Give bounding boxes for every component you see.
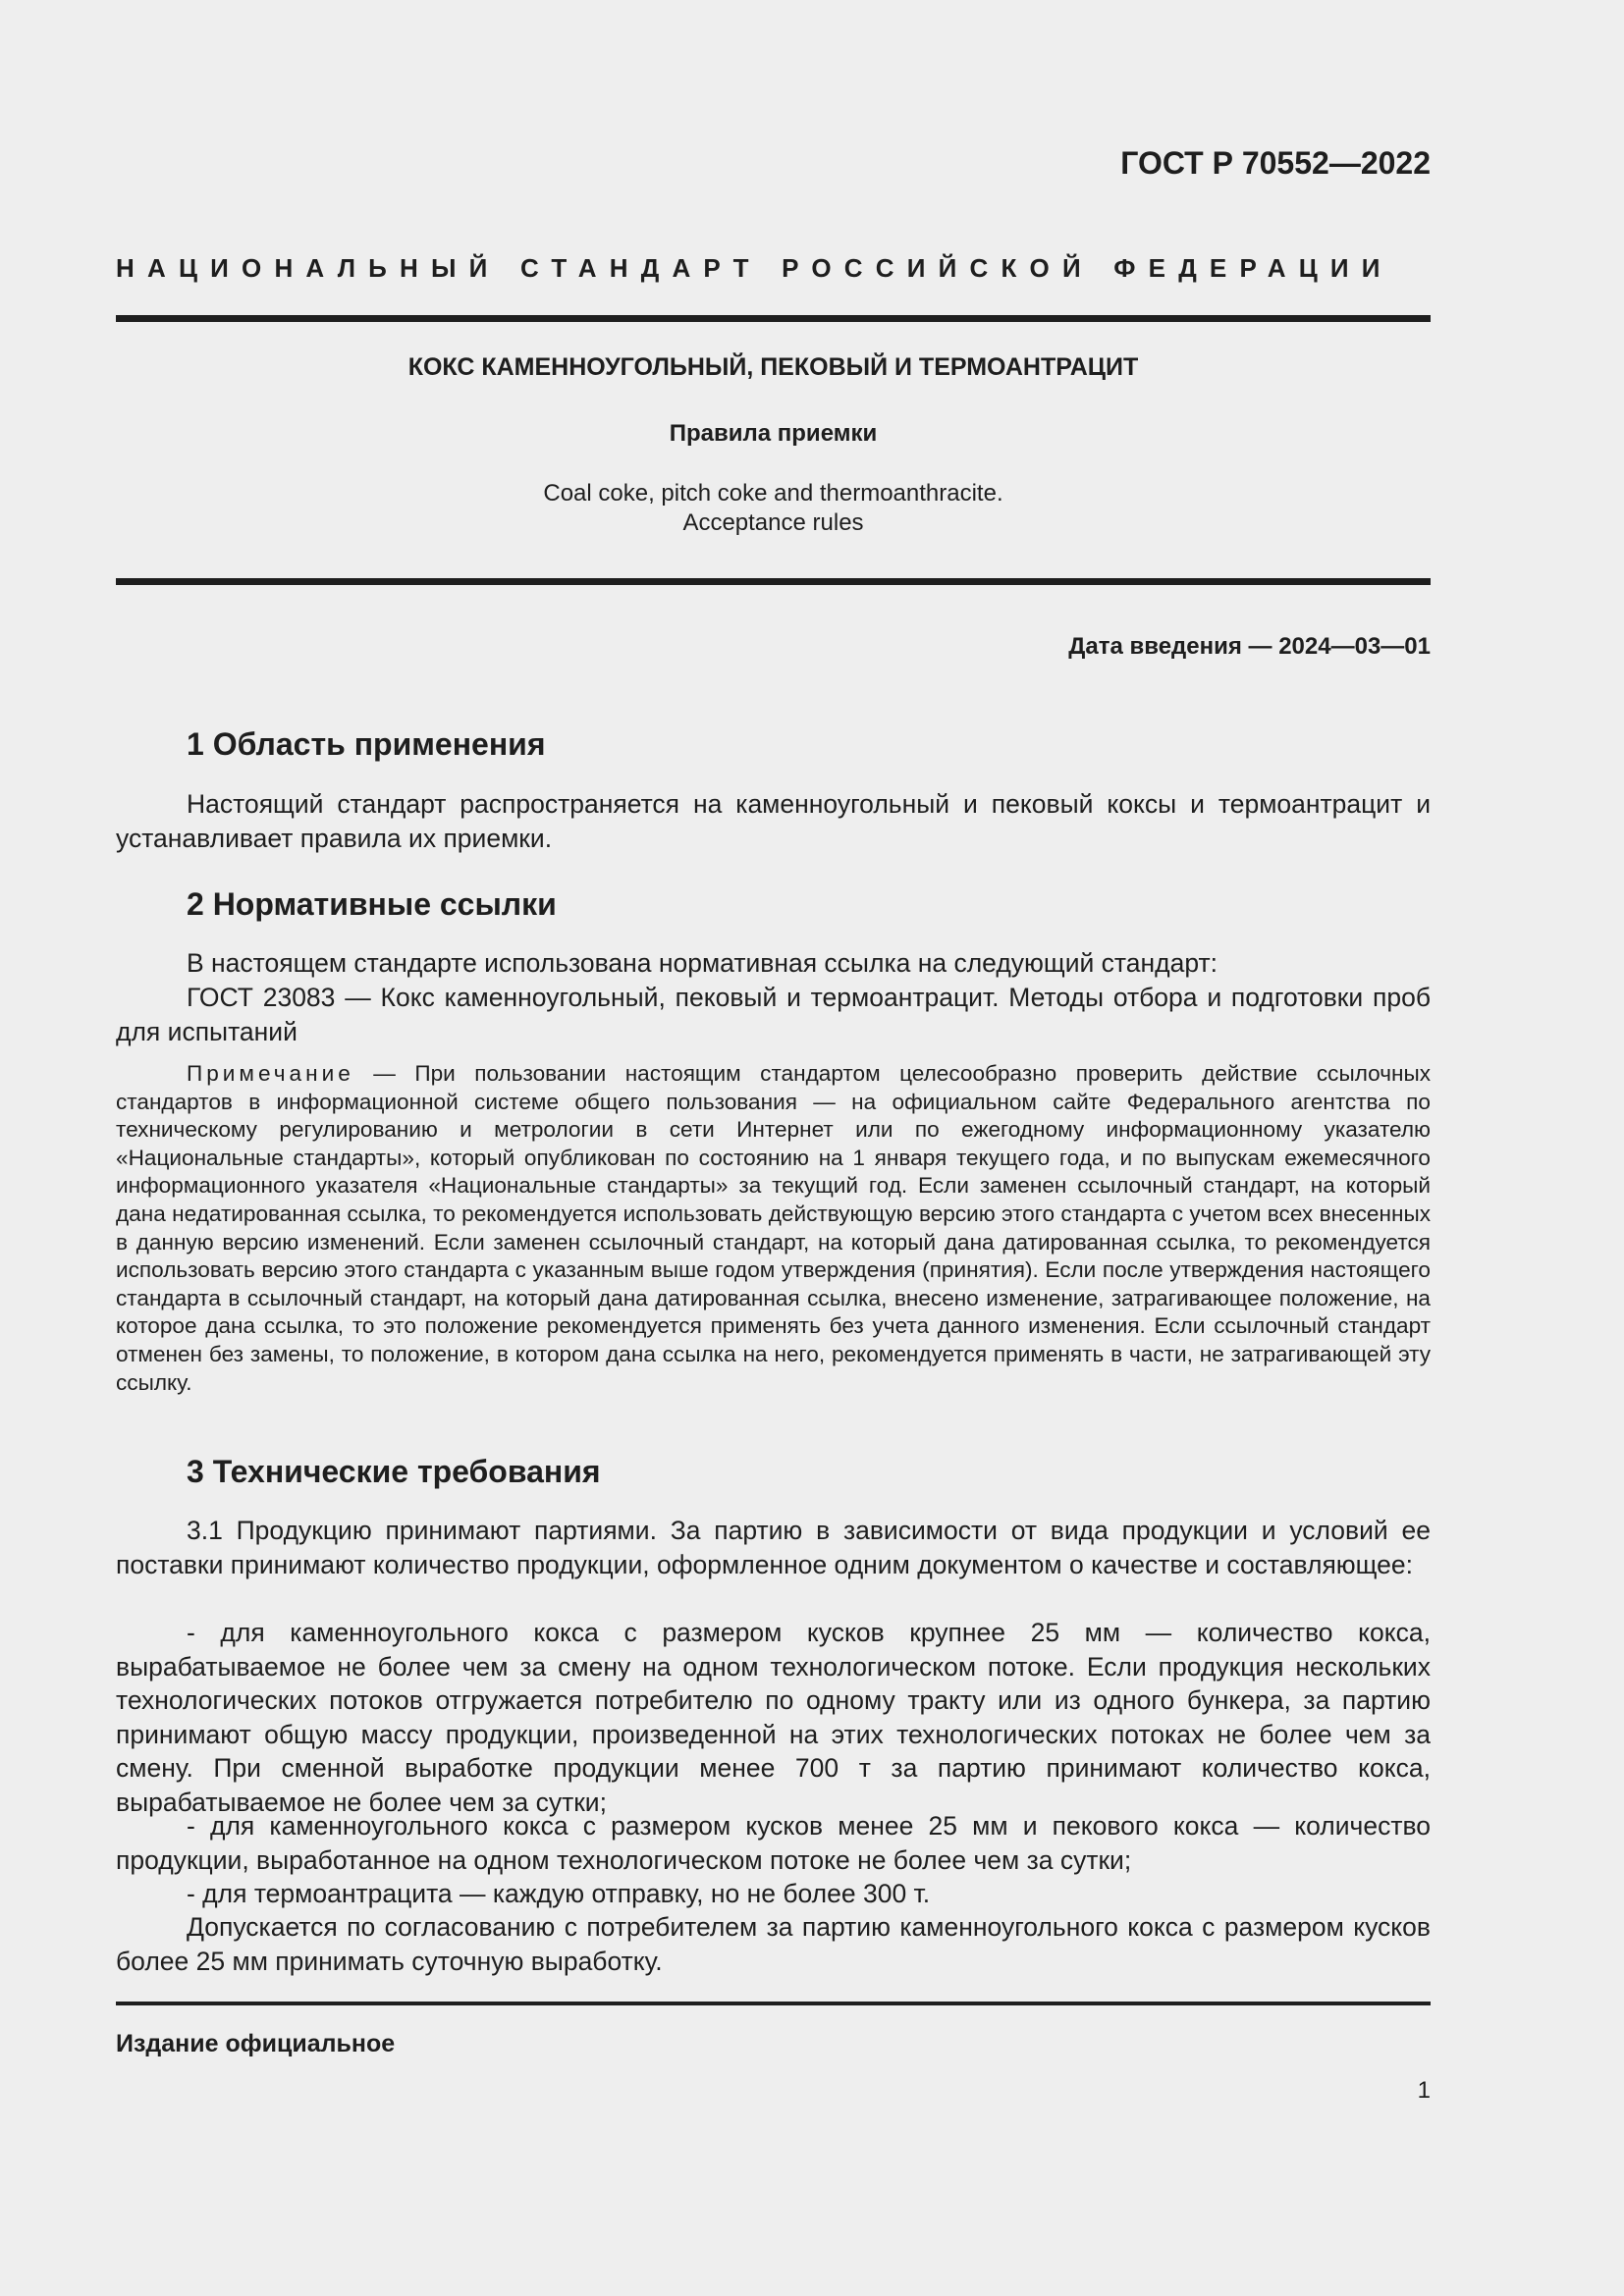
- title-en-line-1: Coal coke, pitch coke and thermoanthracite.: [543, 480, 1003, 507]
- section-3-paragraph-1: 3.1 Продукцию принимают партиями. За партию в зависимости от вида продукции и условий ее поставки принимают количество продукции, оформленное одним документом о качестве и составляющее:: [116, 1516, 1431, 1579]
- header-rule-bottom: [116, 578, 1431, 585]
- national-standard-banner: НАЦИОНАЛЬНЫЙ СТАНДАРТ РОССИЙСКОЙ ФЕДЕРАЦИИ: [116, 253, 1393, 283]
- footer-rule: [116, 2002, 1431, 2005]
- header-rule-top: [116, 315, 1431, 322]
- section-2-heading: 2 Нормативные ссылки: [187, 886, 557, 922]
- section-3-heading: 3 Технические требования: [187, 1454, 601, 1489]
- document-code: ГОСТ Р 70552—2022: [1120, 145, 1431, 181]
- section-2-reference: ГОСТ 23083 — Кокс каменноугольный, пековый и термоантрацит. Методы отбора и подготовки проб для испытаний: [116, 983, 1431, 1046]
- introduction-date: Дата введения — 2024—03—01: [1068, 633, 1431, 660]
- page-number: 1: [1417, 2077, 1431, 2104]
- note-text: — При пользовании настоящим стандартом целесообразно проверить действие ссылочных стандартов в информационной системе общего пользования — на официальном сайте Федерального агентства по техническому регулированию и метрологии в сети Интернет или по ежегодному информационному указателю «Национальные стандарты», который опубликован по состоянию на 1 января текущего года, и по выпускам ежемесячного информационного указателя «Национальные стандарты» за текущий год. Если заменен ссылочный стандарт, на который дана недатированная ссылка, то рекомендуется использовать действующую версию этого стандарта с учетом всех внесенных в данную версию изменений. Если заменен ссылочный стандарт, на который дана датированная ссылка, то рекомендуется использовать версию этого стандарта с указанным выше годом утверждения (принятия). Если после утверждения настоящего стандарта в ссылочный стандарт, на который дана датированная ссылка, внесено изменение, затрагивающее положение, на которое дана ссылка, то это положение рекомендуется применять без учета данного изменения. Если ссылочный стандарт отменен без замены, то положение, в котором дана ссылка на него, рекомендуется применять в части, не затрагивающей эту ссылку.: [116, 1061, 1431, 1395]
- official-edition-label: Издание официальное: [116, 2030, 396, 2057]
- title-en-line-2: Acceptance rules: [682, 509, 864, 536]
- section-3-paragraph-2: Допускается по согласованию с потребителем за партию каменноугольного кокса с размером кусков более 25 мм принимать суточную выработку.: [116, 1912, 1431, 1976]
- section-2-paragraph-1: В настоящем стандарте использована нормативная ссылка на следующий стандарт:: [187, 948, 1218, 978]
- note-label: Примечание: [187, 1061, 354, 1086]
- document-title-en: [116, 479, 1431, 538]
- section-3-list-item-1: - для каменноугольного кокса с размером кусков крупнее 25 мм — количество кокса, вырабатываемое не более чем за смену на одном технологическом потоке. Если продукция нескольких технологических потоков отгружается потребителю по одному тракту или из одного бункера, за партию принимают общую массу продукции, произведенной на этих технологических потоках не более чем за смену. При сменной выработке продукции менее 700 т за партию принимают количество кокса, вырабатываемое не более чем за сутки;: [116, 1618, 1431, 1817]
- section-3-list-item-2: - для каменноугольного кокса с размером кусков менее 25 мм и пекового кокса — количество продукции, выработанное на одном технологическом потоке не более чем за сутки;: [116, 1811, 1431, 1875]
- section-3-list-item-3: - для термоантрацита — каждую отправку, но не более 300 т.: [187, 1879, 931, 1908]
- document-title-ru: КОКС КАМЕННОУГОЛЬНЫЙ, ПЕКОВЫЙ И ТЕРМОАНТРАЦИТ: [407, 353, 1139, 381]
- section-1-paragraph: Настоящий стандарт распространяется на каменноугольный и пековый коксы и термоантрацит и устанавливает правила их приемки.: [116, 789, 1431, 853]
- document-subtitle-ru: Правила приемки: [669, 420, 878, 447]
- section-2-note: [116, 1060, 1431, 1397]
- section-1-heading: 1 Область применения: [187, 726, 546, 762]
